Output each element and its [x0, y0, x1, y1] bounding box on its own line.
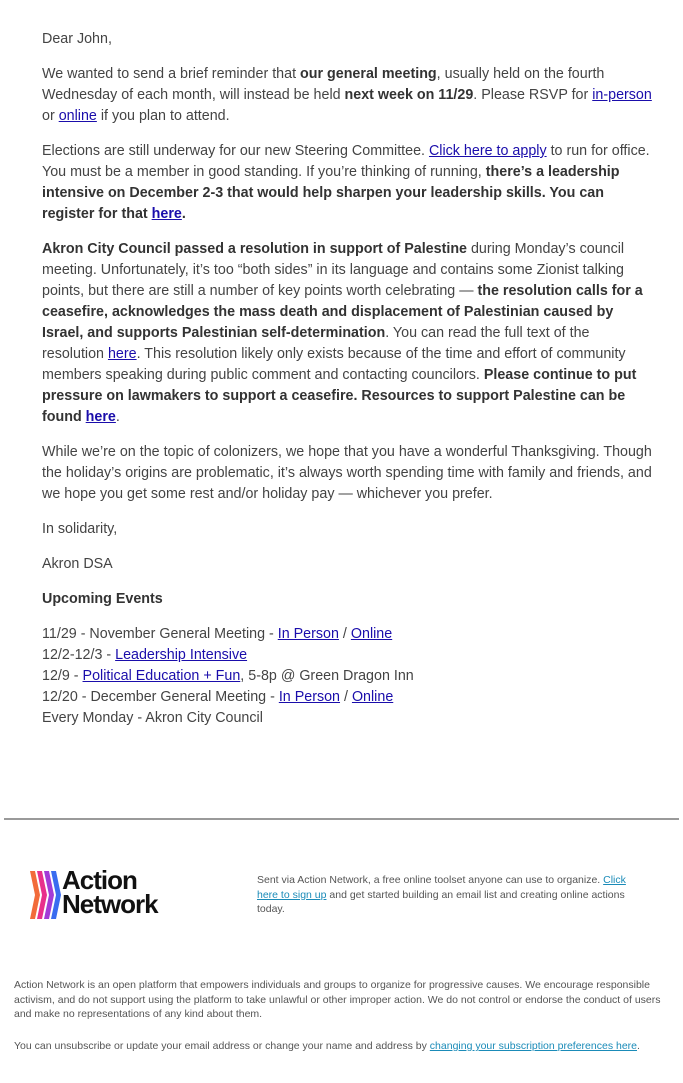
- text: Elections are still underway for our new Steering Committee.: [42, 143, 429, 159]
- apply-link[interactable]: Click here to apply: [428, 143, 547, 159]
- event-in-person-link[interactable]: In Person: [278, 689, 341, 705]
- event-online-link[interactable]: Online: [351, 689, 394, 705]
- event-item: [42, 687, 652, 708]
- text: if you plan to attend.: [96, 108, 230, 124]
- events-list: [42, 624, 652, 729]
- subscription-preferences-link[interactable]: changing your subscription preferences here: [429, 1040, 638, 1052]
- text: . Please RSVP for: [473, 87, 593, 103]
- closing: In solidarity,: [42, 521, 118, 537]
- event-item: [42, 624, 652, 645]
- event-text: , 5-8p @ Green Dragon Inn: [240, 668, 414, 684]
- upcoming-events-title: Upcoming Events: [42, 591, 163, 607]
- palestine-resources-link[interactable]: here: [85, 409, 116, 425]
- bold-text: there’s a leadership intensive on December 2-3 that would help sharpen your leadership skills. You can register for that: [42, 164, 620, 222]
- leadership-intensive-link[interactable]: Leadership Intensive: [115, 647, 248, 663]
- rsvp-in-person-link[interactable]: in-person: [592, 87, 652, 103]
- sign-up-link[interactable]: Click here to sign up: [257, 874, 626, 901]
- disclaimer: Action Network is an open platform that empowers individuals and groups to organize for progressive causes. We encourage responsible activism, and do not support using the platform to take unlawful or other improper action. We do not control or endorse the conduct of users and make no representations of any kind about them.: [14, 979, 661, 1020]
- elections-paragraph: [42, 141, 652, 225]
- logo-line: Action: [62, 865, 137, 895]
- register-intensive-link[interactable]: here: [151, 206, 182, 222]
- text: to run for office. You must be a member in good standing. If you’re thinking of running,: [42, 143, 650, 180]
- political-education-link[interactable]: Political Education + Fun: [82, 668, 241, 684]
- event-text: 12/20 - December General Meeting -: [42, 689, 279, 705]
- text: . This resolution likely only exists because of the time and effort of community members speaking during public comment and contacting councilors.: [42, 346, 626, 383]
- event-item: [42, 666, 652, 687]
- event-text: 12/9 -: [42, 668, 83, 684]
- resolution-text-link[interactable]: here: [107, 346, 137, 362]
- email-body: [42, 29, 652, 729]
- text: during Monday’s council meeting. Unfortunately, it’s too “both sides” in its language and contains some Zionist talking points, but there are still a number of key points worth celebrating —: [42, 241, 625, 299]
- bold-text: .: [181, 206, 186, 222]
- greeting: Dear John,: [42, 31, 112, 47]
- text: , usually held on the fourth Wednesday of each month, will instead be held: [42, 66, 605, 103]
- text: .: [115, 409, 120, 425]
- event-item: [42, 645, 652, 666]
- logo-line: Network: [62, 889, 158, 919]
- logo-wordmark: [62, 865, 158, 919]
- sent-via-notice: [257, 873, 637, 917]
- separator: /: [338, 626, 351, 642]
- text: or: [42, 108, 59, 124]
- event-online-link[interactable]: Online: [350, 626, 393, 642]
- footer-divider: [4, 818, 679, 820]
- signature: Akron DSA: [42, 556, 113, 572]
- action-network-logo[interactable]: [30, 865, 190, 922]
- bold-text: our general meeting: [300, 66, 437, 82]
- text: .: [637, 1040, 640, 1052]
- meeting-reminder-paragraph: [42, 64, 652, 127]
- separator: /: [340, 689, 352, 705]
- event-text: 11/29 - November General Meeting -: [42, 626, 278, 642]
- text: . You can read the full text of the resolution: [42, 325, 590, 362]
- logo-chevrons-icon: [30, 871, 62, 919]
- text: and get started building an email list and creating online actions today.: [257, 888, 625, 915]
- text: Sent via Action Network, a free online toolset anyone can use to organize.: [257, 874, 604, 886]
- bold-text: Akron City Council passed a resolution in support of Palestine: [42, 241, 467, 257]
- event-text: 12/2-12/3 -: [42, 647, 116, 663]
- text: You can unsubscribe or update your email address or change your name and address by: [14, 1040, 430, 1052]
- thanksgiving-paragraph: While we’re on the topic of colonizers, we hope that you have a wonderful Thanksgiving. Though the holiday’s origins are problematic, it’s always worth spending time with family and friends, and we hope you get some rest and/or holiday pay — whichever you prefer.: [42, 444, 652, 502]
- event-in-person-link[interactable]: In Person: [277, 626, 339, 642]
- bold-text: the resolution calls for a ceasefire, acknowledges the mass death and displacement of Palestinian caused by Israel, and supports Palestinian self-determination: [42, 283, 643, 341]
- resolution-paragraph: [42, 239, 652, 428]
- unsubscribe-notice: [14, 1039, 676, 1054]
- event-item: Every Monday - Akron City Council: [42, 710, 263, 726]
- bold-text: next week on 11/29: [344, 87, 474, 103]
- bold-text: Please continue to put pressure on lawmakers to support a ceasefire. Resources to support Palestine can be found: [42, 367, 637, 425]
- rsvp-online-link[interactable]: online: [58, 108, 97, 124]
- text: We wanted to send a brief reminder that: [42, 66, 301, 82]
